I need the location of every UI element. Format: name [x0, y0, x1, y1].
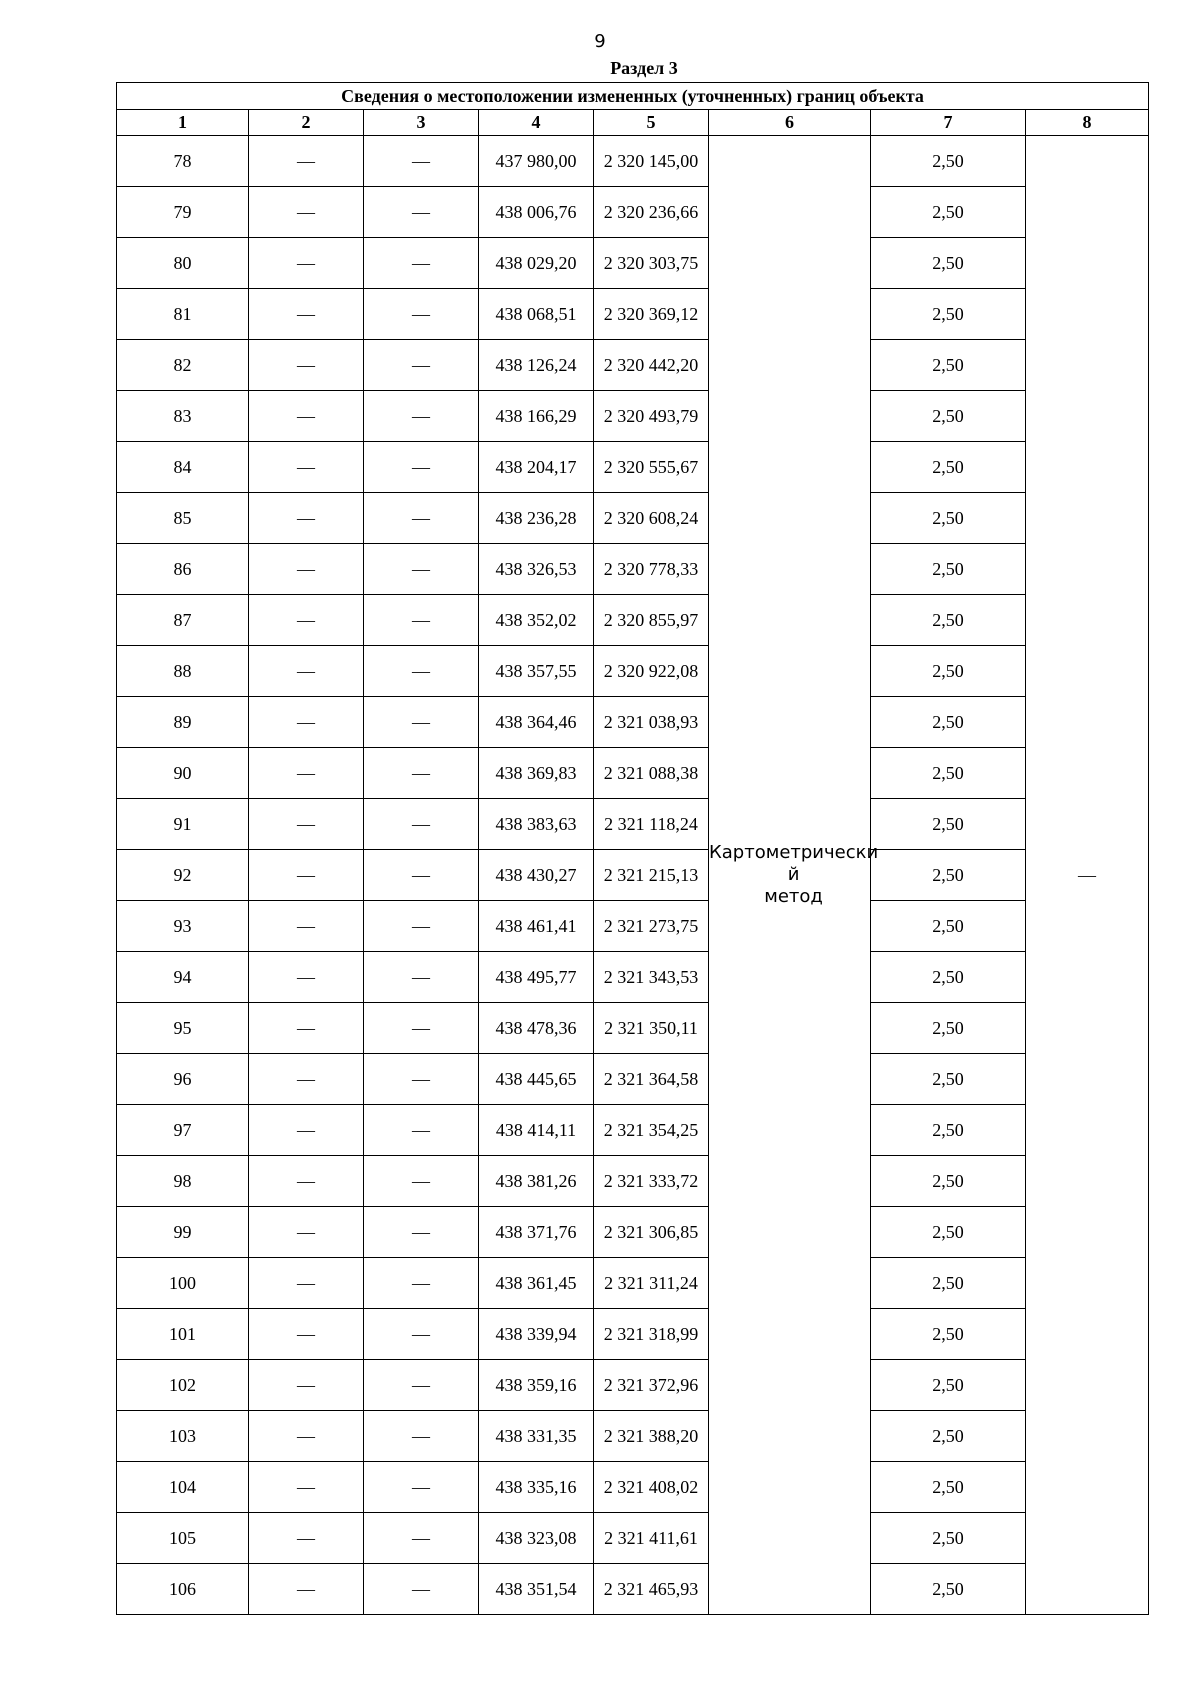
old-y-cell: — — [364, 1309, 479, 1360]
new-x-cell: 438 357,55 — [479, 646, 594, 697]
old-y-cell: — — [364, 901, 479, 952]
column-number: 3 — [364, 110, 479, 136]
old-y-cell: — — [364, 493, 479, 544]
old-x-cell: — — [249, 1411, 364, 1462]
accuracy-cell: 2,50 — [871, 1207, 1026, 1258]
table-row — [117, 901, 1149, 952]
old-y-cell: — — [364, 646, 479, 697]
old-y-cell: — — [364, 1156, 479, 1207]
new-y-cell: 2 321 333,72 — [594, 1156, 709, 1207]
point-number-cell: 94 — [117, 952, 249, 1003]
old-x-cell: — — [249, 289, 364, 340]
old-x-cell: — — [249, 1462, 364, 1513]
accuracy-cell: 2,50 — [871, 799, 1026, 850]
column-number: 8 — [1026, 110, 1149, 136]
table-row — [117, 1309, 1149, 1360]
table-row — [117, 850, 1149, 901]
new-y-cell: 2 321 411,61 — [594, 1513, 709, 1564]
table-row — [117, 289, 1149, 340]
new-y-cell: 2 321 354,25 — [594, 1105, 709, 1156]
accuracy-cell: 2,50 — [871, 1411, 1026, 1462]
new-y-cell: 2 321 372,96 — [594, 1360, 709, 1411]
old-y-cell: — — [364, 544, 479, 595]
new-y-cell: 2 321 318,99 — [594, 1309, 709, 1360]
accuracy-cell: 2,50 — [871, 901, 1026, 952]
point-number-cell: 98 — [117, 1156, 249, 1207]
method-cell — [709, 136, 879, 1615]
point-number-cell: 80 — [117, 238, 249, 289]
method-line: Картометрически — [709, 842, 879, 863]
old-x-cell: — — [249, 697, 364, 748]
new-x-cell: 438 339,94 — [479, 1309, 594, 1360]
column-number-row — [117, 110, 1149, 136]
old-y-cell: — — [364, 391, 479, 442]
new-x-cell: 438 495,77 — [479, 952, 594, 1003]
table-row — [117, 595, 1149, 646]
new-x-cell: 438 068,51 — [479, 289, 594, 340]
table-row — [117, 1411, 1149, 1462]
old-y-cell: — — [364, 238, 479, 289]
new-x-cell: 438 331,35 — [479, 1411, 594, 1462]
point-number-cell: 92 — [117, 850, 249, 901]
accuracy-cell: 2,50 — [871, 493, 1026, 544]
point-number-cell: 106 — [117, 1564, 249, 1615]
old-x-cell: — — [249, 799, 364, 850]
old-y-cell: — — [364, 1564, 479, 1615]
new-y-cell: 2 320 303,75 — [594, 238, 709, 289]
new-y-cell: 2 321 215,13 — [594, 850, 709, 901]
point-number-cell: 102 — [117, 1360, 249, 1411]
old-y-cell: — — [364, 289, 479, 340]
point-number-cell: 104 — [117, 1462, 249, 1513]
new-x-cell: 438 383,63 — [479, 799, 594, 850]
table-row — [117, 187, 1149, 238]
new-x-cell: 438 204,17 — [479, 442, 594, 493]
table-row — [117, 646, 1149, 697]
old-y-cell: — — [364, 799, 479, 850]
point-number-cell: 96 — [117, 1054, 249, 1105]
old-x-cell: — — [249, 1003, 364, 1054]
old-x-cell: — — [249, 1309, 364, 1360]
accuracy-cell: 2,50 — [871, 340, 1026, 391]
new-y-cell: 2 321 388,20 — [594, 1411, 709, 1462]
table-row — [117, 697, 1149, 748]
point-number-cell: 89 — [117, 697, 249, 748]
old-y-cell: — — [364, 697, 479, 748]
new-x-cell: 438 236,28 — [479, 493, 594, 544]
point-number-cell: 87 — [117, 595, 249, 646]
old-x-cell: — — [249, 901, 364, 952]
old-y-cell: — — [364, 1105, 479, 1156]
new-y-cell: 2 321 306,85 — [594, 1207, 709, 1258]
accuracy-cell: 2,50 — [871, 646, 1026, 697]
table-row — [117, 748, 1149, 799]
new-x-cell: 438 126,24 — [479, 340, 594, 391]
old-y-cell: — — [364, 1207, 479, 1258]
old-y-cell: — — [364, 187, 479, 238]
old-x-cell: — — [249, 595, 364, 646]
new-x-cell: 438 359,16 — [479, 1360, 594, 1411]
old-x-cell: — — [249, 391, 364, 442]
new-x-cell: 438 352,02 — [479, 595, 594, 646]
new-y-cell: 2 320 442,20 — [594, 340, 709, 391]
table-row — [117, 340, 1149, 391]
accuracy-cell: 2,50 — [871, 1003, 1026, 1054]
accuracy-cell: 2,50 — [871, 544, 1026, 595]
old-x-cell: — — [249, 1156, 364, 1207]
table-row — [117, 1513, 1149, 1564]
old-y-cell: — — [364, 595, 479, 646]
new-x-cell: 438 029,20 — [479, 238, 594, 289]
new-y-cell: 2 320 778,33 — [594, 544, 709, 595]
point-number-cell: 103 — [117, 1411, 249, 1462]
column-number: 2 — [249, 110, 364, 136]
column8-cell: — — [1026, 136, 1149, 1615]
point-number-cell: 79 — [117, 187, 249, 238]
new-y-cell: 2 320 608,24 — [594, 493, 709, 544]
new-x-cell: 438 430,27 — [479, 850, 594, 901]
table-row — [117, 1156, 1149, 1207]
accuracy-cell: 2,50 — [871, 136, 1026, 187]
new-y-cell: 2 321 465,93 — [594, 1564, 709, 1615]
new-x-cell: 438 364,46 — [479, 697, 594, 748]
point-number-cell: 85 — [117, 493, 249, 544]
table-caption: Сведения о местоположении измененных (уточненных) границ объекта — [117, 83, 1149, 110]
table-row — [117, 1054, 1149, 1105]
new-y-cell: 2 320 145,00 — [594, 136, 709, 187]
table-row — [117, 1564, 1149, 1615]
old-y-cell: — — [364, 952, 479, 1003]
accuracy-cell: 2,50 — [871, 1258, 1026, 1309]
new-x-cell: 438 381,26 — [479, 1156, 594, 1207]
accuracy-cell: 2,50 — [871, 289, 1026, 340]
accuracy-cell: 2,50 — [871, 595, 1026, 646]
new-x-cell: 438 414,11 — [479, 1105, 594, 1156]
table-row — [117, 799, 1149, 850]
old-y-cell: — — [364, 136, 479, 187]
new-y-cell: 2 321 408,02 — [594, 1462, 709, 1513]
old-y-cell: — — [364, 850, 479, 901]
table-row — [117, 238, 1149, 289]
old-x-cell: — — [249, 442, 364, 493]
old-x-cell: — — [249, 1054, 364, 1105]
new-y-cell: 2 320 922,08 — [594, 646, 709, 697]
point-number-cell: 82 — [117, 340, 249, 391]
old-x-cell: — — [249, 952, 364, 1003]
accuracy-cell: 2,50 — [871, 442, 1026, 493]
old-y-cell: — — [364, 442, 479, 493]
column-number: 6 — [709, 110, 871, 136]
accuracy-cell: 2,50 — [871, 1105, 1026, 1156]
old-x-cell: — — [249, 544, 364, 595]
old-x-cell: — — [249, 493, 364, 544]
page-number: 9 — [594, 31, 606, 52]
new-x-cell: 438 351,54 — [479, 1564, 594, 1615]
table-row — [117, 1207, 1149, 1258]
point-number-cell: 95 — [117, 1003, 249, 1054]
table-body — [117, 136, 1149, 1615]
new-x-cell: 438 006,76 — [479, 187, 594, 238]
new-y-cell: 2 321 273,75 — [594, 901, 709, 952]
old-y-cell: — — [364, 1411, 479, 1462]
old-x-cell: — — [249, 340, 364, 391]
new-y-cell: 2 320 369,12 — [594, 289, 709, 340]
new-y-cell: 2 320 493,79 — [594, 391, 709, 442]
table-row — [117, 493, 1149, 544]
column-number: 1 — [117, 110, 249, 136]
point-number-cell: 88 — [117, 646, 249, 697]
old-y-cell: — — [364, 1054, 479, 1105]
method-text — [709, 842, 878, 908]
new-x-cell: 438 323,08 — [479, 1513, 594, 1564]
old-y-cell: — — [364, 1003, 479, 1054]
new-x-cell: 438 335,16 — [479, 1462, 594, 1513]
point-number-cell: 91 — [117, 799, 249, 850]
accuracy-cell: 2,50 — [871, 1156, 1026, 1207]
new-y-cell: 2 321 038,93 — [594, 697, 709, 748]
new-y-cell: 2 321 118,24 — [594, 799, 709, 850]
point-number-cell: 97 — [117, 1105, 249, 1156]
table-row — [117, 952, 1149, 1003]
point-number-cell: 93 — [117, 901, 249, 952]
point-number-cell: 105 — [117, 1513, 249, 1564]
old-x-cell: — — [249, 1513, 364, 1564]
old-x-cell: — — [249, 1564, 364, 1615]
old-x-cell: — — [249, 646, 364, 697]
old-y-cell: — — [364, 1360, 479, 1411]
new-x-cell: 438 361,45 — [479, 1258, 594, 1309]
accuracy-cell: 2,50 — [871, 1462, 1026, 1513]
point-number-cell: 90 — [117, 748, 249, 799]
point-number-cell: 86 — [117, 544, 249, 595]
accuracy-cell: 2,50 — [871, 1513, 1026, 1564]
new-x-cell: 438 478,36 — [479, 1003, 594, 1054]
table-row — [117, 1258, 1149, 1309]
new-y-cell: 2 320 236,66 — [594, 187, 709, 238]
column-number: 4 — [479, 110, 594, 136]
column-number: 5 — [594, 110, 709, 136]
coordinates-table — [116, 82, 1149, 1615]
new-x-cell: 438 371,76 — [479, 1207, 594, 1258]
table-row — [117, 1105, 1149, 1156]
point-number-cell: 81 — [117, 289, 249, 340]
accuracy-cell: 2,50 — [871, 391, 1026, 442]
old-x-cell: — — [249, 1258, 364, 1309]
point-number-cell: 84 — [117, 442, 249, 493]
accuracy-cell: 2,50 — [871, 850, 1026, 901]
table-row — [117, 1003, 1149, 1054]
new-y-cell: 2 321 311,24 — [594, 1258, 709, 1309]
old-y-cell: — — [364, 1258, 479, 1309]
new-x-cell: 437 980,00 — [479, 136, 594, 187]
old-x-cell: — — [249, 850, 364, 901]
old-x-cell: — — [249, 187, 364, 238]
new-x-cell: 438 326,53 — [479, 544, 594, 595]
new-x-cell: 438 369,83 — [479, 748, 594, 799]
method-line: й — [787, 864, 800, 885]
accuracy-cell: 2,50 — [871, 748, 1026, 799]
new-y-cell: 2 320 855,97 — [594, 595, 709, 646]
accuracy-cell: 2,50 — [871, 187, 1026, 238]
new-y-cell: 2 321 364,58 — [594, 1054, 709, 1105]
table-row — [117, 544, 1149, 595]
table-row — [117, 1462, 1149, 1513]
accuracy-cell: 2,50 — [871, 697, 1026, 748]
new-y-cell: 2 321 343,53 — [594, 952, 709, 1003]
old-x-cell: — — [249, 1360, 364, 1411]
old-y-cell: — — [364, 1462, 479, 1513]
table-row — [117, 391, 1149, 442]
old-x-cell: — — [249, 1105, 364, 1156]
new-y-cell: 2 321 088,38 — [594, 748, 709, 799]
new-x-cell: 438 461,41 — [479, 901, 594, 952]
accuracy-cell: 2,50 — [871, 238, 1026, 289]
table-row — [117, 136, 1149, 187]
point-number-cell: 83 — [117, 391, 249, 442]
table-row — [117, 1360, 1149, 1411]
method-line: метод — [764, 886, 823, 907]
column-number: 7 — [871, 110, 1026, 136]
old-y-cell: — — [364, 748, 479, 799]
new-x-cell: 438 445,65 — [479, 1054, 594, 1105]
accuracy-cell: 2,50 — [871, 1054, 1026, 1105]
old-x-cell: — — [249, 1207, 364, 1258]
accuracy-cell: 2,50 — [871, 1309, 1026, 1360]
accuracy-cell: 2,50 — [871, 1564, 1026, 1615]
accuracy-cell: 2,50 — [871, 1360, 1026, 1411]
accuracy-cell: 2,50 — [871, 952, 1026, 1003]
old-x-cell: — — [249, 748, 364, 799]
old-x-cell: — — [249, 136, 364, 187]
old-x-cell: — — [249, 238, 364, 289]
section-title: Раздел 3 — [610, 58, 678, 78]
old-y-cell: — — [364, 340, 479, 391]
table-row — [117, 442, 1149, 493]
new-y-cell: 2 320 555,67 — [594, 442, 709, 493]
point-number-cell: 99 — [117, 1207, 249, 1258]
old-y-cell: — — [364, 1513, 479, 1564]
new-x-cell: 438 166,29 — [479, 391, 594, 442]
new-y-cell: 2 321 350,11 — [594, 1003, 709, 1054]
point-number-cell: 101 — [117, 1309, 249, 1360]
point-number-cell: 100 — [117, 1258, 249, 1309]
point-number-cell: 78 — [117, 136, 249, 187]
